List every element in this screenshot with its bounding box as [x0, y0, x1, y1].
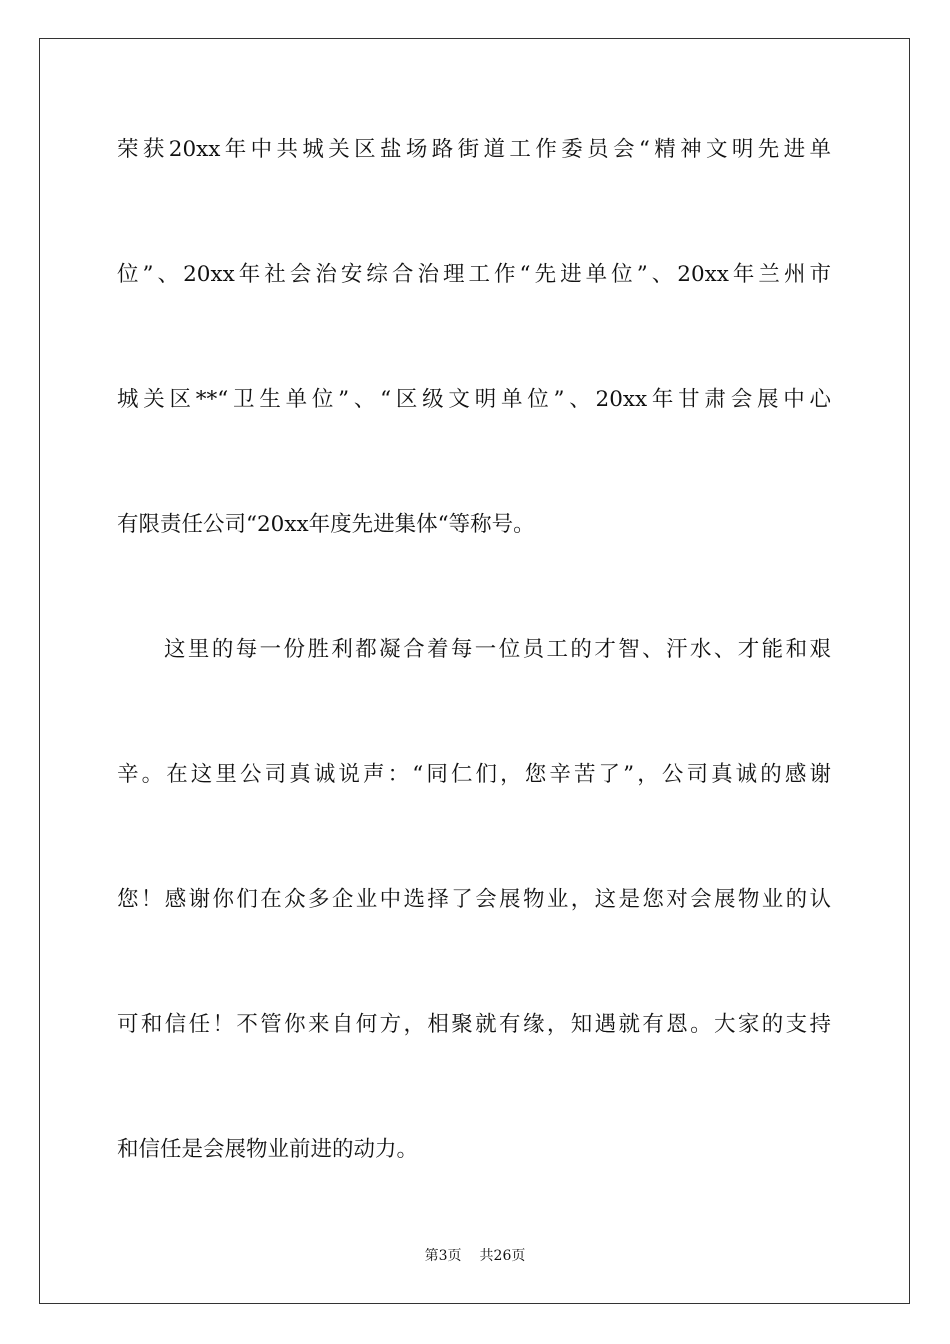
paragraph-2-line-3: 您！感谢你们在众多企业中选择了会展物业，这是您对会展物业的认 [117, 887, 831, 912]
paragraph-1-line-1: 荣获20xx年中共城关区盐场路街道工作委员会“精神文明先进单 [117, 137, 831, 162]
paragraph-2-line-5: 和信任是会展物业前进的动力。 [117, 1137, 419, 1162]
paragraph-1-line-2: 位”、20xx年社会治安综合治理工作“先进单位”、20xx年兰州市 [117, 262, 831, 287]
paragraph-1-line-3: 城关区**“卫生单位”、“区级文明单位”、20xx年甘肃会展中心 [117, 387, 831, 412]
document-body [117, 0, 831, 1180]
page-total: 共26页 [479, 1248, 526, 1264]
page-number: 第3页 [424, 1248, 462, 1264]
page-footer [0, 1246, 950, 1266]
paragraph-2-line-4: 可和信任！不管你来自何方，相聚就有缘，知遇就有恩。大家的支持 [117, 1012, 831, 1037]
paragraph-2-line-2: 辛。在这里公司真诚说声：“同仁们，您辛苦了”，公司真诚的感谢 [117, 762, 831, 787]
paragraph-1-line-4: 有限责任公司“20xx年度先进集体“等称号。 [117, 512, 535, 537]
paragraph-2-line-1: 这里的每一份胜利都凝合着每一位员工的才智、汗水、才能和艰 [164, 637, 831, 662]
